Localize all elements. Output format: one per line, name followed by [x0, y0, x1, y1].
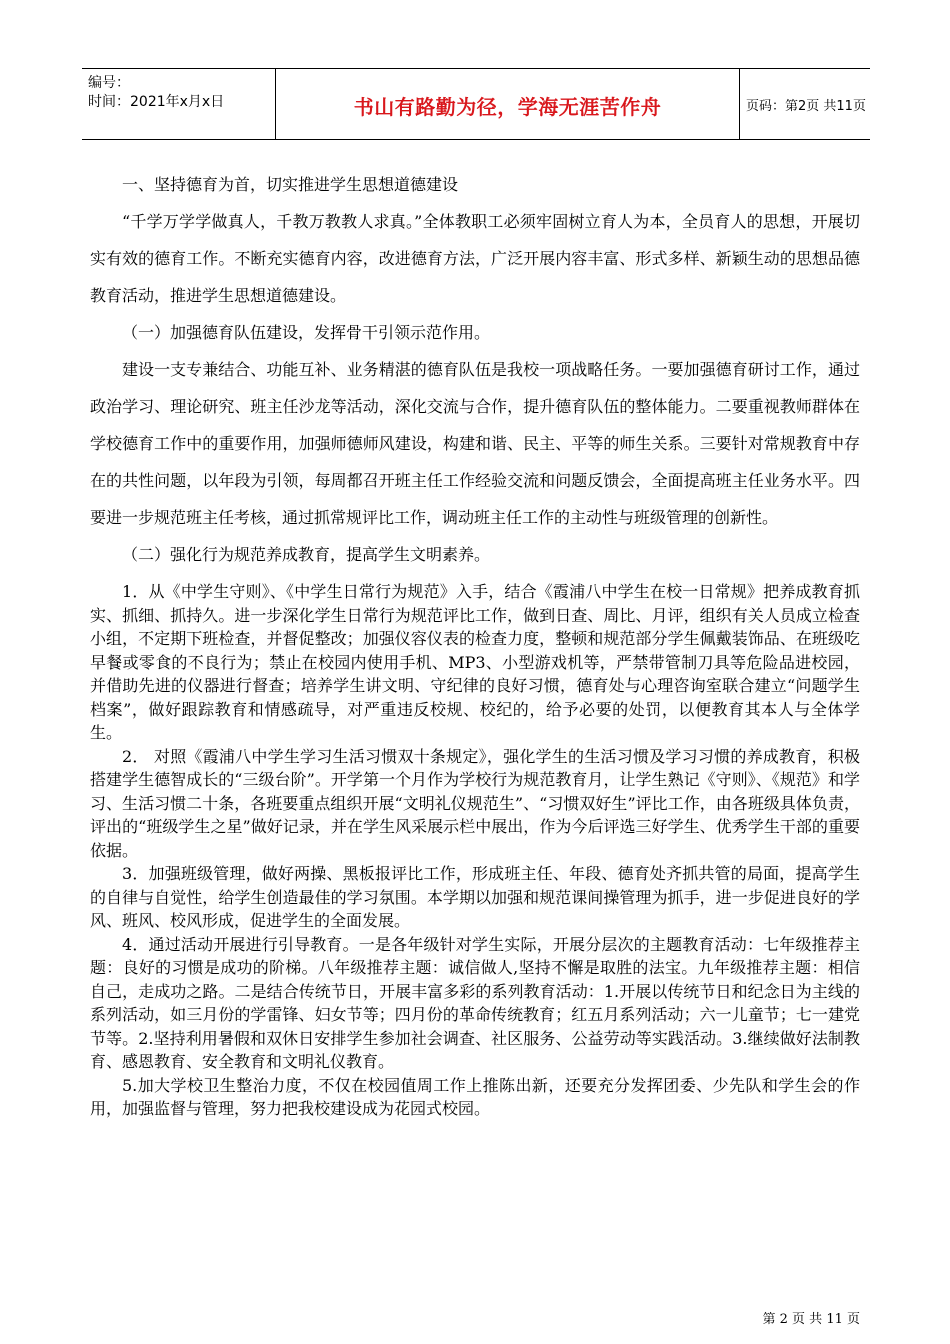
serial-number-label: 编号： — [88, 75, 130, 91]
list-item: 3．加强班级管理，做好两操、黑板报评比工作，形成班主任、年段、德育处齐抓共管的局面，提高学生的自律与自觉性，给学生创造最佳的学习氛围。本学期以加强和规范课间操管理为抓手，进一步促进良好的学风、班风、校风形成，促进学生的全面发展。 — [90, 864, 860, 930]
document-body — [90, 166, 860, 1121]
header-info-cell — [82, 69, 276, 139]
document-header — [82, 68, 870, 140]
section-heading: 一、坚持德育为首，切实推进学生思想道德建设 — [122, 175, 459, 194]
intro-paragraph: “千学万学学做真人，千教万教教人求真。”全体教职工必须牢固树立育人为本，全员育人的思想，开展切实有效的德育工作。不断充实德育内容，改进德育方法，广泛开展内容丰富、形式多样、新颖生动的思想品德教育活动，推进学生思想道德建设。 — [90, 212, 860, 305]
header-page-cell — [740, 69, 870, 139]
subsection-heading-1: （一）加强德育队伍建设，发挥骨干引领示范作用。 — [122, 323, 491, 342]
subsection-body-1: 建设一支专兼结合、功能互补、业务精湛的德育队伍是我校一项战略任务。一要加强德育研讨工作，通过政治学习、理论研究、班主任沙龙等活动，深化交流与合作，提升德育队伍的整体能力。二要重视教师群体在学校德育工作中的重要作用，加强师德师风建设，构建和谐、民主、平等的师生关系。三要针对常规教育中存在的共性问题，以年段为引领，每周都召开班主任工作经验交流和问题反馈会，全面提高班主任业务水平。四要进一步规范班主任考核，通过抓常规评比工作，调动班主任工作的主动性与班级管理的创新性。 — [90, 360, 860, 527]
header-motto-cell — [276, 69, 740, 139]
list-item: 5.加大学校卫生整治力度，不仅在校园值周工作上推陈出新，还要充分发挥团委、少先队和学生会的作用，加强监督与管理，努力把我校建设成为花园式校园。 — [90, 1075, 860, 1118]
list-item: 2． 对照《霞浦八中学生学习生活习惯双十条规定》，强化学生的生活习惯及学习习惯的养成教育，积极搭建学生德智成长的“三级台阶”。开学第一个月作为学校行为规范教育月，让学生熟记《守则》、《规范》和学习、生活习惯二十条，各班要重点组织开展“文明礼仪规范生”、“习惯双好生”评比工作，由各班级具体负责，评出的“班级学生之星”做好记录，并在学生风采展示栏中展出，作为今后评选三好学生、优秀学生干部的重要依据。 — [90, 746, 860, 860]
page-info: 页码：第2页 共11页 — [746, 99, 866, 114]
motto-text: 书山有路勤为径，学海无涯苦作舟 — [353, 95, 662, 119]
date-label: 时间：2021年x月x日 — [88, 94, 225, 110]
list-item: 1．从《中学生守则》、《中学生日常行为规范》入手，结合《霞浦八中学生在校一日常规》把养成教育抓实、抓细、抓持久。进一步深化学生日常行为规范评比工作，做到日查、周比、月评，组织有关人员成立检查小组，不定期下班检查，并督促整改；加强仪容仪表的检查力度，整顿和规范部分学生佩戴装饰品、在班级吃早餐或零食的不良行为；禁止在校园内使用手机、MP3、小型游戏机等，严禁带管制刀具等危险品进校园，并借助先进的仪器进行督查；培养学生讲文明、守纪律的良好习惯，德育处与心理咨询室联合建立“问题学生档案”，做好跟踪教育和情感疏导，对严重违反校规、校纪的，给予必要的处罚，以便教育其本人与全体学生。 — [90, 582, 860, 742]
list-item: 4．通过活动开展进行引导教育。一是各年级针对学生实际，开展分层次的主题教育活动：七年级推荐主题：良好的习惯是成功的阶梯。八年级推荐主题：诚信做人,坚持不懈是取胜的法宝。九年级推荐主题：相信自己，走成功之路。二是结合传统节日，开展丰富多彩的系列教育活动：1.开展以传统节日和纪念日为主线的系列活动，如三月份的学雷锋、妇女节等；四月份的革命传统教育；红五月系列活动；六一儿童节；七一建党节等。2.坚持利用暑假和双休日安排学生参加社会调查、社区服务、公益劳动等实践活动。3.继续做好法制教育、感恩教育、安全教育和文明礼仪教育。 — [90, 934, 860, 1071]
subsection-heading-2: （二）强化行为规范养成教育，提高学生文明素养。 — [122, 545, 491, 564]
page-footer: 第 2 页 共 11 页 — [762, 1312, 860, 1327]
